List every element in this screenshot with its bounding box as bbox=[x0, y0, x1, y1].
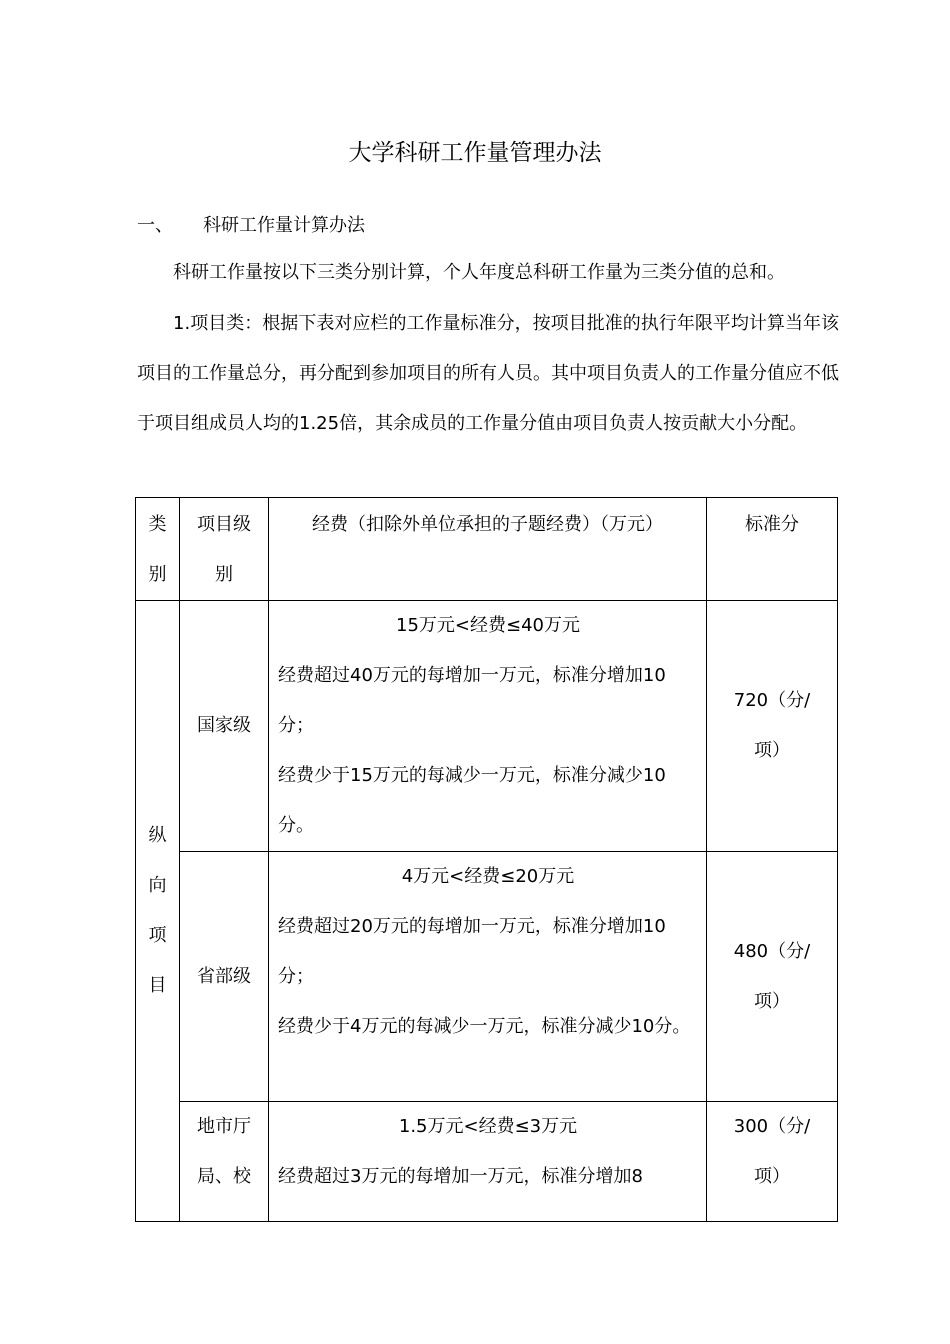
category-cell: 纵向项目 bbox=[136, 601, 180, 1222]
fee-cell bbox=[269, 852, 707, 1102]
workload-table bbox=[135, 497, 838, 1222]
score-cell: 300（分/项） bbox=[707, 1102, 838, 1222]
header-category: 类别 bbox=[136, 498, 180, 601]
level-cell: 地市厅局、校 bbox=[180, 1102, 269, 1222]
fee-rule-decrease: 经费少于15万元的每减少一万元，标准分减少10分。 bbox=[278, 765, 666, 836]
section-title: 科研工作量计算办法 bbox=[203, 215, 365, 236]
level-cell: 省部级 bbox=[180, 852, 269, 1102]
header-fee: 经费（扣除外单位承担的子题经费）（万元） bbox=[269, 498, 707, 601]
table-row bbox=[136, 1102, 838, 1222]
section-heading bbox=[137, 211, 365, 237]
fee-cell bbox=[269, 1102, 707, 1222]
header-level: 项目级别 bbox=[180, 498, 269, 601]
fee-cell bbox=[269, 601, 707, 852]
fee-rule-decrease: 经费少于4万元的每减少一万元，标准分减少10分。 bbox=[278, 1016, 691, 1037]
table-row bbox=[136, 601, 838, 852]
score-cell: 480（分/项） bbox=[707, 852, 838, 1102]
paragraph-project-rules: 1.项目类：根据下表对应栏的工作量标准分，按项目批准的执行年限平均计算当年该项目的工作量总分，再分配到参加项目的所有人员。其中项目负责人的工作量分值应不低于项目组成员人均的1.25倍，其余成员的工作量分值由项目负责人按贡献大小分配。 bbox=[137, 313, 839, 434]
fee-range: 4万元<经费≤20万元 bbox=[401, 866, 575, 887]
fee-range: 15万元<经费≤40万元 bbox=[396, 615, 580, 636]
table-header-row bbox=[136, 498, 838, 601]
fee-rule-increase: 经费超过40万元的每增加一万元，标准分增加10分； bbox=[278, 665, 666, 736]
document-title: 大学科研工作量管理办法 bbox=[348, 140, 602, 166]
score-cell: 720（分/项） bbox=[707, 601, 838, 852]
section-number: 一、 bbox=[137, 215, 173, 236]
fee-range: 1.5万元<经费≤3万元 bbox=[398, 1116, 578, 1137]
fee-rule-increase: 经费超过3万元的每增加一万元，标准分增加8 bbox=[278, 1166, 643, 1187]
level-cell: 国家级 bbox=[180, 601, 269, 852]
table-row bbox=[136, 852, 838, 1102]
paragraph-intro: 科研工作量按以下三类分别计算，个人年度总科研工作量为三类分值的总和。 bbox=[173, 262, 785, 283]
header-score: 标准分 bbox=[707, 498, 838, 601]
fee-rule-increase: 经费超过20万元的每增加一万元，标准分增加10分； bbox=[278, 916, 666, 987]
